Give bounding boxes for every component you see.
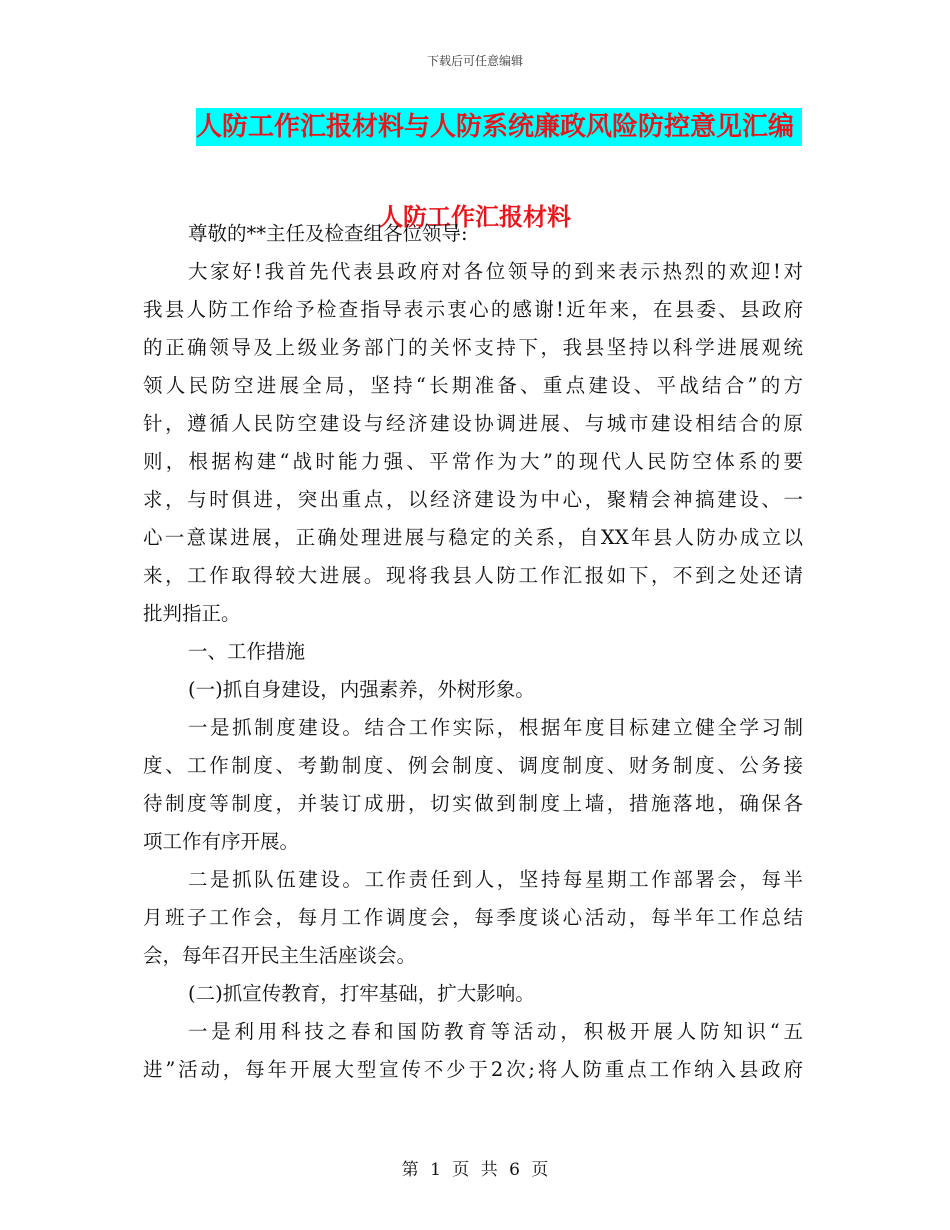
paragraph-line: 会，每年召开民主生活座谈会。 bbox=[143, 944, 417, 967]
paragraph-line: 项工作有序开展。 bbox=[143, 830, 300, 853]
paragraph-line: 求，与时俱进，突出重点，以经济建设为中心，聚精会神搞建设、一 bbox=[143, 488, 803, 511]
paragraph-line: 批判指正。 bbox=[143, 602, 241, 625]
paragraph-line: 来，工作取得较大进展。现将我县人防工作汇报如下，不到之处还请 bbox=[143, 564, 803, 587]
paragraph-line: 的正确领导及上级业务部门的关怀支持下，我县坚持以科学进展观统 bbox=[143, 336, 803, 359]
paragraph-line: 月班子工作会，每月工作调度会，每季度谈心活动，每半年工作总结 bbox=[143, 906, 803, 929]
section-heading: 一、工作措施 bbox=[188, 640, 306, 663]
paragraph-line: 度、工作制度、考勤制度、例会制度、调度制度、财务制度、公务接 bbox=[143, 754, 803, 777]
paragraph-line: 一是利用科技之春和国防教育等活动，积极开展人防知识“五 bbox=[188, 1020, 803, 1043]
subsection-heading: (一)抓自身建设，内强素养，外树形象。 bbox=[188, 678, 535, 701]
header-note: 下载后可任意编辑 bbox=[426, 54, 523, 68]
paragraph-line: 针，遵循人民防空建设与经济建设协调进展、与城市建设相结合的原 bbox=[143, 412, 803, 435]
paragraph-line: 领人民防空进展全局，坚持“长期准备、重点建设、平战结合”的方 bbox=[143, 374, 803, 397]
paragraph-line: 进”活动，每年开展大型宣传不少于2次;将人防重点工作纳入县政府 bbox=[143, 1058, 803, 1081]
paragraph-line: 待制度等制度，并装订成册，切实做到制度上墙，措施落地，确保各 bbox=[143, 792, 803, 815]
salutation-line: 尊敬的**主任及检查组各位领导: bbox=[188, 222, 468, 245]
paragraph-line: 心一意谋进展，正确处理进展与稳定的关系，自XX年县人防办成立以 bbox=[143, 526, 803, 549]
paragraph-line: 则，根据构建“战时能力强、平常作为大”的现代人民防空体系的要 bbox=[143, 450, 803, 473]
document-body bbox=[143, 215, 803, 1089]
paragraph-line: 大家好!我首先代表县政府对各位领导的到来表示热烈的欢迎!对 bbox=[188, 260, 803, 283]
paragraph-line: 我县人防工作给予检查指导表示衷心的感谢!近年来，在县委、县政府 bbox=[143, 298, 803, 321]
document-sub-title: 人防工作汇报材料 bbox=[379, 202, 571, 231]
document-main-title: 人防工作汇报材料与人防系统廉政风险防控意见汇编 bbox=[196, 108, 802, 146]
paragraph-line: 一是抓制度建设。结合工作实际，根据年度目标建立健全学习制 bbox=[188, 716, 803, 739]
subsection-heading: (二)抓宣传教育，打牢基础，扩大影响。 bbox=[188, 982, 535, 1005]
page-footer: 第 1 页 共 6 页 bbox=[401, 1160, 549, 1180]
paragraph-line: 二是抓队伍建设。工作责任到人，坚持每星期工作部署会，每半 bbox=[188, 868, 803, 891]
